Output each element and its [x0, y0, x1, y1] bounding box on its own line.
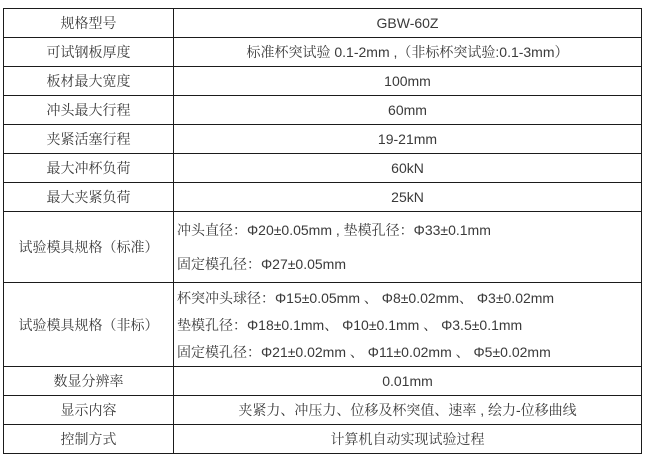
spec-value: 标准杯突试验 0.1-2mm ,（非标杯突试验:0.1-3mm） — [174, 38, 642, 67]
spec-value-lines — [174, 284, 641, 365]
spec-value — [174, 212, 642, 283]
table-row — [4, 212, 642, 283]
table-row — [4, 9, 642, 38]
spec-label: 试验模具规格（非标） — [4, 283, 174, 367]
spec-label: 最大冲杯负荷 — [4, 154, 174, 183]
spec-value: 夹紧力、冲压力、位移及杯突值、速率 , 绘力-位移曲线 — [174, 396, 642, 425]
spec-label: 夹紧活塞行程 — [4, 125, 174, 154]
spec-label: 数显分辨率 — [4, 367, 174, 396]
table-row — [4, 425, 642, 454]
spec-value-line: 杯突冲头球径：Φ15±0.05mm 、 Φ8±0.02mm、 Φ3±0.02mm — [177, 289, 555, 306]
spec-value-line: 固定模孔径：Φ27±0.05mm — [177, 256, 346, 272]
spec-table — [3, 8, 642, 454]
spec-value: 60mm — [174, 96, 642, 125]
spec-label: 显示内容 — [4, 396, 174, 425]
table-row — [4, 154, 642, 183]
spec-table-body — [4, 9, 642, 454]
spec-value: 60kN — [174, 154, 642, 183]
table-row — [4, 96, 642, 125]
spec-value-line: 冲头直径：Φ20±0.05mm , 垫模孔径：Φ33±0.1mm — [177, 222, 491, 238]
spec-value: 计算机自动实现试验过程 — [174, 425, 642, 454]
spec-value-line: 固定模孔径：Φ21±0.02mm 、 Φ11±0.02mm 、 Φ5±0.02mm — [177, 343, 551, 360]
table-row — [4, 38, 642, 67]
table-row — [4, 283, 642, 367]
table-row — [4, 396, 642, 425]
spec-value — [174, 283, 642, 367]
spec-value-line: 垫模孔径：Φ18±0.1mm、 Φ10±0.1mm 、 Φ3.5±0.1mm — [177, 316, 523, 333]
spec-label: 冲头最大行程 — [4, 96, 174, 125]
spec-value: 0.01mm — [174, 367, 642, 396]
spec-value-lines — [174, 213, 641, 281]
spec-value: 100mm — [174, 67, 642, 96]
spec-label: 规格型号 — [4, 9, 174, 38]
table-row — [4, 367, 642, 396]
spec-value: 19-21mm — [174, 125, 642, 154]
table-row — [4, 67, 642, 96]
spec-label: 试验模具规格（标准） — [4, 212, 174, 283]
spec-label: 最大夹紧负荷 — [4, 183, 174, 212]
spec-label: 板材最大宽度 — [4, 67, 174, 96]
spec-value: 25kN — [174, 183, 642, 212]
spec-label: 控制方式 — [4, 425, 174, 454]
table-row — [4, 125, 642, 154]
spec-label: 可试钢板厚度 — [4, 38, 174, 67]
spec-value: GBW-60Z — [174, 9, 642, 38]
table-row — [4, 183, 642, 212]
